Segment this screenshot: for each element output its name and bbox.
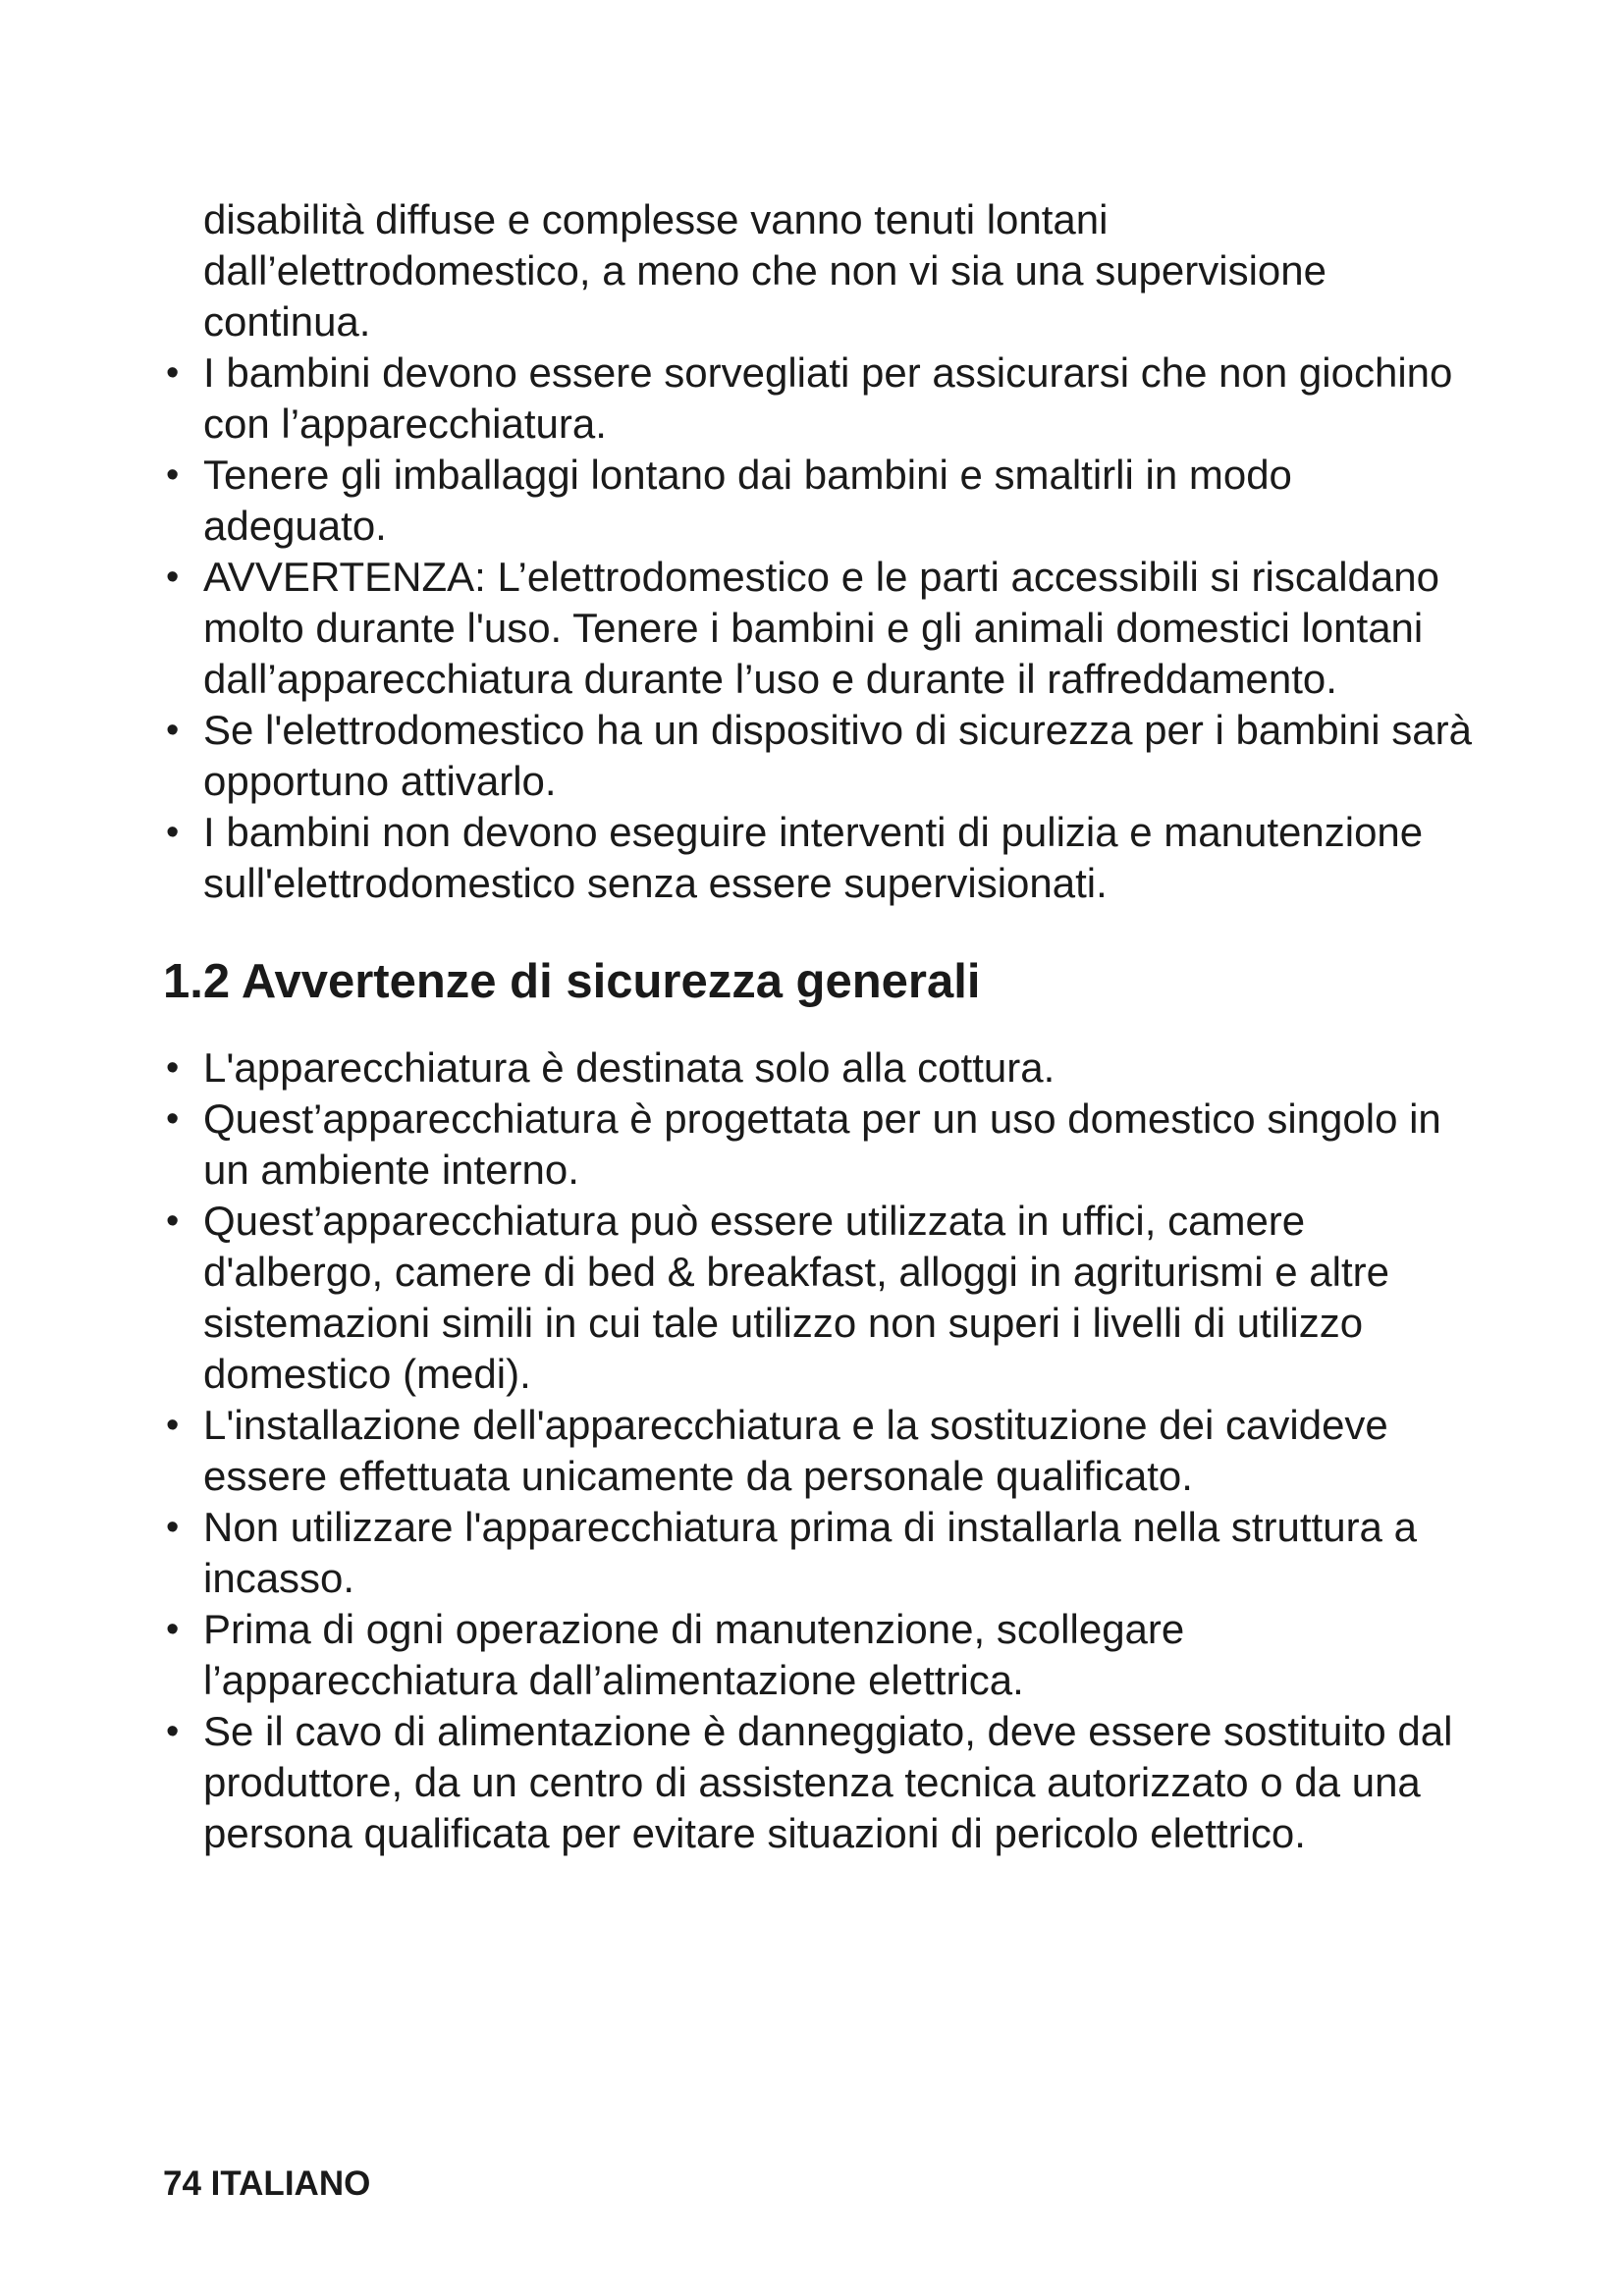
bullet-icon: •: [166, 1609, 180, 1650]
list-item: [163, 705, 1479, 807]
bullet-icon: •: [166, 557, 180, 598]
list-item-text: Quest’apparecchiatura può essere utilizzata in uffici, camere d'albergo, camere di bed & breakfast, alloggi in agriturismi e altre sistemazioni simili in cui tale utilizzo non superi i livelli di utilizzo domestico (medi).: [203, 1198, 1389, 1397]
bullet-icon: •: [166, 352, 180, 394]
bullet-icon: •: [166, 710, 180, 751]
intro-bullet-list: [163, 347, 1479, 909]
list-item: [163, 807, 1479, 909]
list-item: [163, 1400, 1479, 1502]
list-item-text: Se il cavo di alimentazione è danneggiato, deve essere sostituito dal produttore, da un centro di assistenza tecnica autorizzato o da una persona qualificata per evitare situazioni di pericolo elettrico.: [203, 1708, 1453, 1856]
page-footer-label: 74 ITALIANO: [163, 2164, 371, 2203]
list-item: [163, 1094, 1479, 1196]
list-item: [163, 552, 1479, 705]
bullet-icon: •: [166, 454, 180, 496]
list-item-text: L'installazione dell'apparecchiatura e la sostituzione dei cavideve essere effettuata unicamente da personale qualificato.: [203, 1402, 1388, 1499]
bullet-icon: •: [166, 1405, 180, 1446]
list-item: [163, 1196, 1479, 1400]
list-item-text: AVVERTENZA: L’elettrodomestico e le parti accessibili si riscaldano molto durante l'uso. Tenere i bambini e gli animali domestici lontani dall’apparecchiatura durante l’uso e durante il raffreddamento.: [203, 554, 1439, 702]
list-item-text: Se l'elettrodomestico ha un dispositivo di sicurezza per i bambini sarà opportuno attivarlo.: [203, 707, 1472, 804]
list-item: [163, 1042, 1479, 1094]
list-item: [163, 1604, 1479, 1706]
page-content: [163, 194, 1479, 1859]
list-item-text: Quest’apparecchiatura è progettata per un uso domestico singolo in un ambiente interno.: [203, 1095, 1441, 1193]
bullet-icon: •: [166, 812, 180, 853]
section-bullet-list: [163, 1042, 1479, 1859]
list-item: [163, 1706, 1479, 1859]
list-item-text: Prima di ogni operazione di manutenzione, scollegare l’apparecchiatura dall’alimentazione elettrica.: [203, 1606, 1185, 1703]
list-item: [163, 347, 1479, 450]
bullet-icon: •: [166, 1711, 180, 1752]
list-item: [163, 1502, 1479, 1604]
bullet-icon: •: [166, 1201, 180, 1242]
section-title: 1.2 Avvertenze di sicurezza generali: [163, 955, 981, 1008]
bullet-icon: •: [166, 1047, 180, 1089]
continued-paragraph: disabilità diffuse e complesse vanno tenuti lontani dall’elettrodomestico, a meno che non vi sia una supervisione continua.: [203, 196, 1326, 345]
bullet-icon: •: [166, 1098, 180, 1140]
list-item-text: I bambini devono essere sorvegliati per assicurarsi che non giochino con l’apparecchiatura.: [203, 349, 1453, 447]
bullet-icon: •: [166, 1507, 180, 1548]
list-item-text: Tenere gli imballaggi lontano dai bambini e smaltirli in modo adeguato.: [203, 452, 1292, 549]
list-item: [163, 450, 1479, 552]
list-item-text: I bambini non devono eseguire interventi di pulizia e manutenzione sull'elettrodomestico senza essere supervisionati.: [203, 809, 1424, 906]
list-item-text: L'apparecchiatura è destinata solo alla cottura.: [203, 1044, 1056, 1091]
list-item-text: Non utilizzare l'apparecchiatura prima di installarla nella struttura a incasso.: [203, 1504, 1417, 1601]
